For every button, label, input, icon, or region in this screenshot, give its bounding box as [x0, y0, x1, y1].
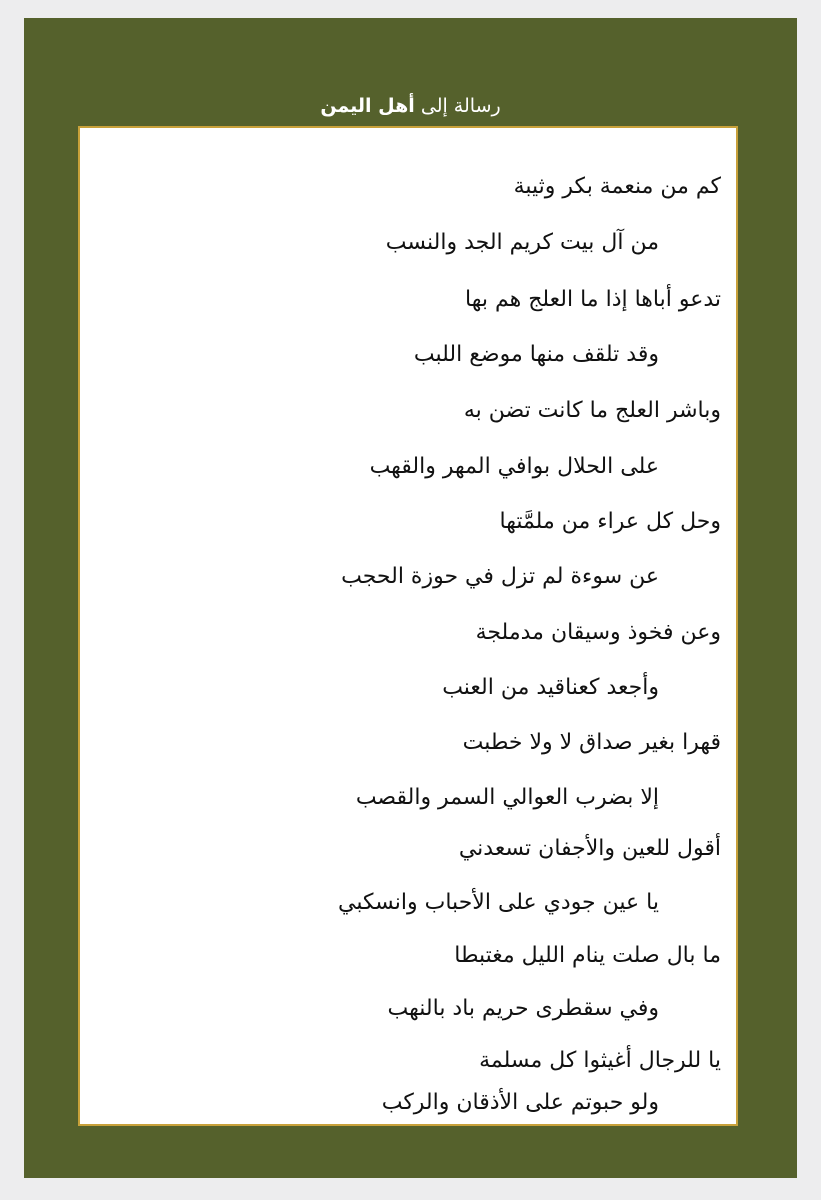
- page-header: [24, 94, 797, 118]
- verse-line: وقد تلقف منها موضع اللبب: [413, 342, 659, 367]
- poem-panel: [78, 126, 738, 1126]
- header-title: أهل اليمن: [320, 95, 415, 117]
- verse-line: تدعو أباها إذا ما العلج هم بها: [465, 287, 721, 312]
- header-prefix: رسالة إلى: [420, 95, 501, 117]
- verse-line: يا عين جودي على الأحباب وانسكبي: [338, 890, 659, 915]
- verse-line: قهرا بغير صداق لا ولا خطبت: [462, 730, 721, 755]
- verse-line: يا للرجال أغيثوا كل مسلمة: [479, 1048, 721, 1073]
- verse-line: وعن فخوذ وسيقان مدملجة: [475, 620, 721, 645]
- page-background: [24, 18, 797, 1178]
- verse-line: على الحلال بوافي المهر والقهب: [369, 454, 659, 479]
- verse-line: أقول للعين والأجفان تسعدني: [458, 836, 721, 861]
- verse-line: وفي سقطرى حريم باد بالنهب: [387, 996, 659, 1021]
- verse-line: ولو حبوتم على الأذقان والركب: [381, 1090, 659, 1115]
- poem-verses: [80, 128, 736, 1124]
- verse-line: من آل بيت كريم الجد والنسب: [385, 230, 659, 255]
- verse-line: إلا بضرب العوالي السمر والقصب: [355, 785, 659, 810]
- verse-line: عن سوءة لم تزل في حوزة الحجب: [341, 564, 659, 589]
- verse-line: وأجعد كعناقيد من العنب: [442, 675, 659, 700]
- verse-line: وحل كل عراء من ملمَّتها: [499, 509, 721, 534]
- verse-line: ما بال صلت ينام الليل مغتبطا: [454, 943, 721, 968]
- verse-line: وباشر العلج ما كانت تضن به: [463, 398, 721, 423]
- verse-line: كم من منعمة بكر وثيبة: [513, 174, 721, 199]
